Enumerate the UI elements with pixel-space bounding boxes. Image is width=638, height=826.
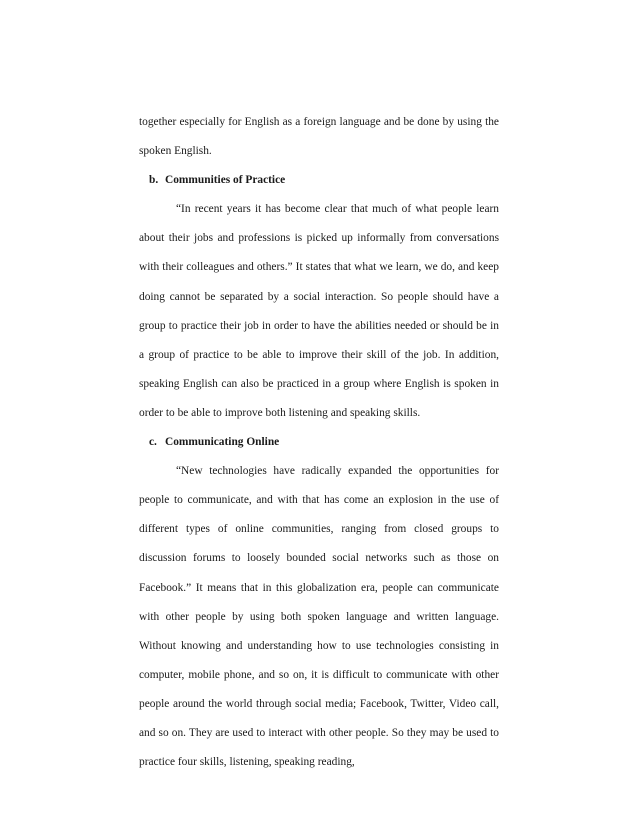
intro-paragraph: together especially for English as a foreign language and be done by using the spoken English. [139, 116, 499, 158]
section-c-letter: c. [149, 436, 157, 449]
section-b-title: Communities of Practice [165, 174, 286, 187]
section-c-paragraph: “New technologies have radically expanded the opportunities for people to communicate, and with that has come an explosion in the use of different types of online communities, ranging from closed groups to discussion forums to loosely bounded social networks such as those on Facebook.” It means that in this globalization era, people can communicate with other people by using both spoken language and written language. Without knowing and understanding how to use technologies consisting in computer, mobile phone, and so on, it is difficult to communicate with other people around the world through social media; Facebook, Twitter, Video call, and so on. They are used to interact with other people. So they may be used to practice four skills, listening, speaking reading, [139, 465, 499, 769]
page-body [139, 108, 499, 777]
section-b-paragraph: “In recent years it has become clear that much of what people learn about their jobs and professions is picked up informally from conversations with their colleagues and others.” It states that what we learn, we do, and keep doing cannot be separated by a social interaction. So people should have a group to practice their job in order to have the abilities needed or should be in a group of practice to be able to improve their skill of the job. In addition, speaking English can also be practiced in a group where English is spoken in order to be able to improve both listening and speaking skills. [139, 203, 499, 419]
section-b-heading [139, 166, 499, 195]
section-c-heading [139, 428, 499, 457]
section-c-title: Communicating Online [165, 436, 280, 449]
section-b-letter: b. [149, 174, 159, 187]
